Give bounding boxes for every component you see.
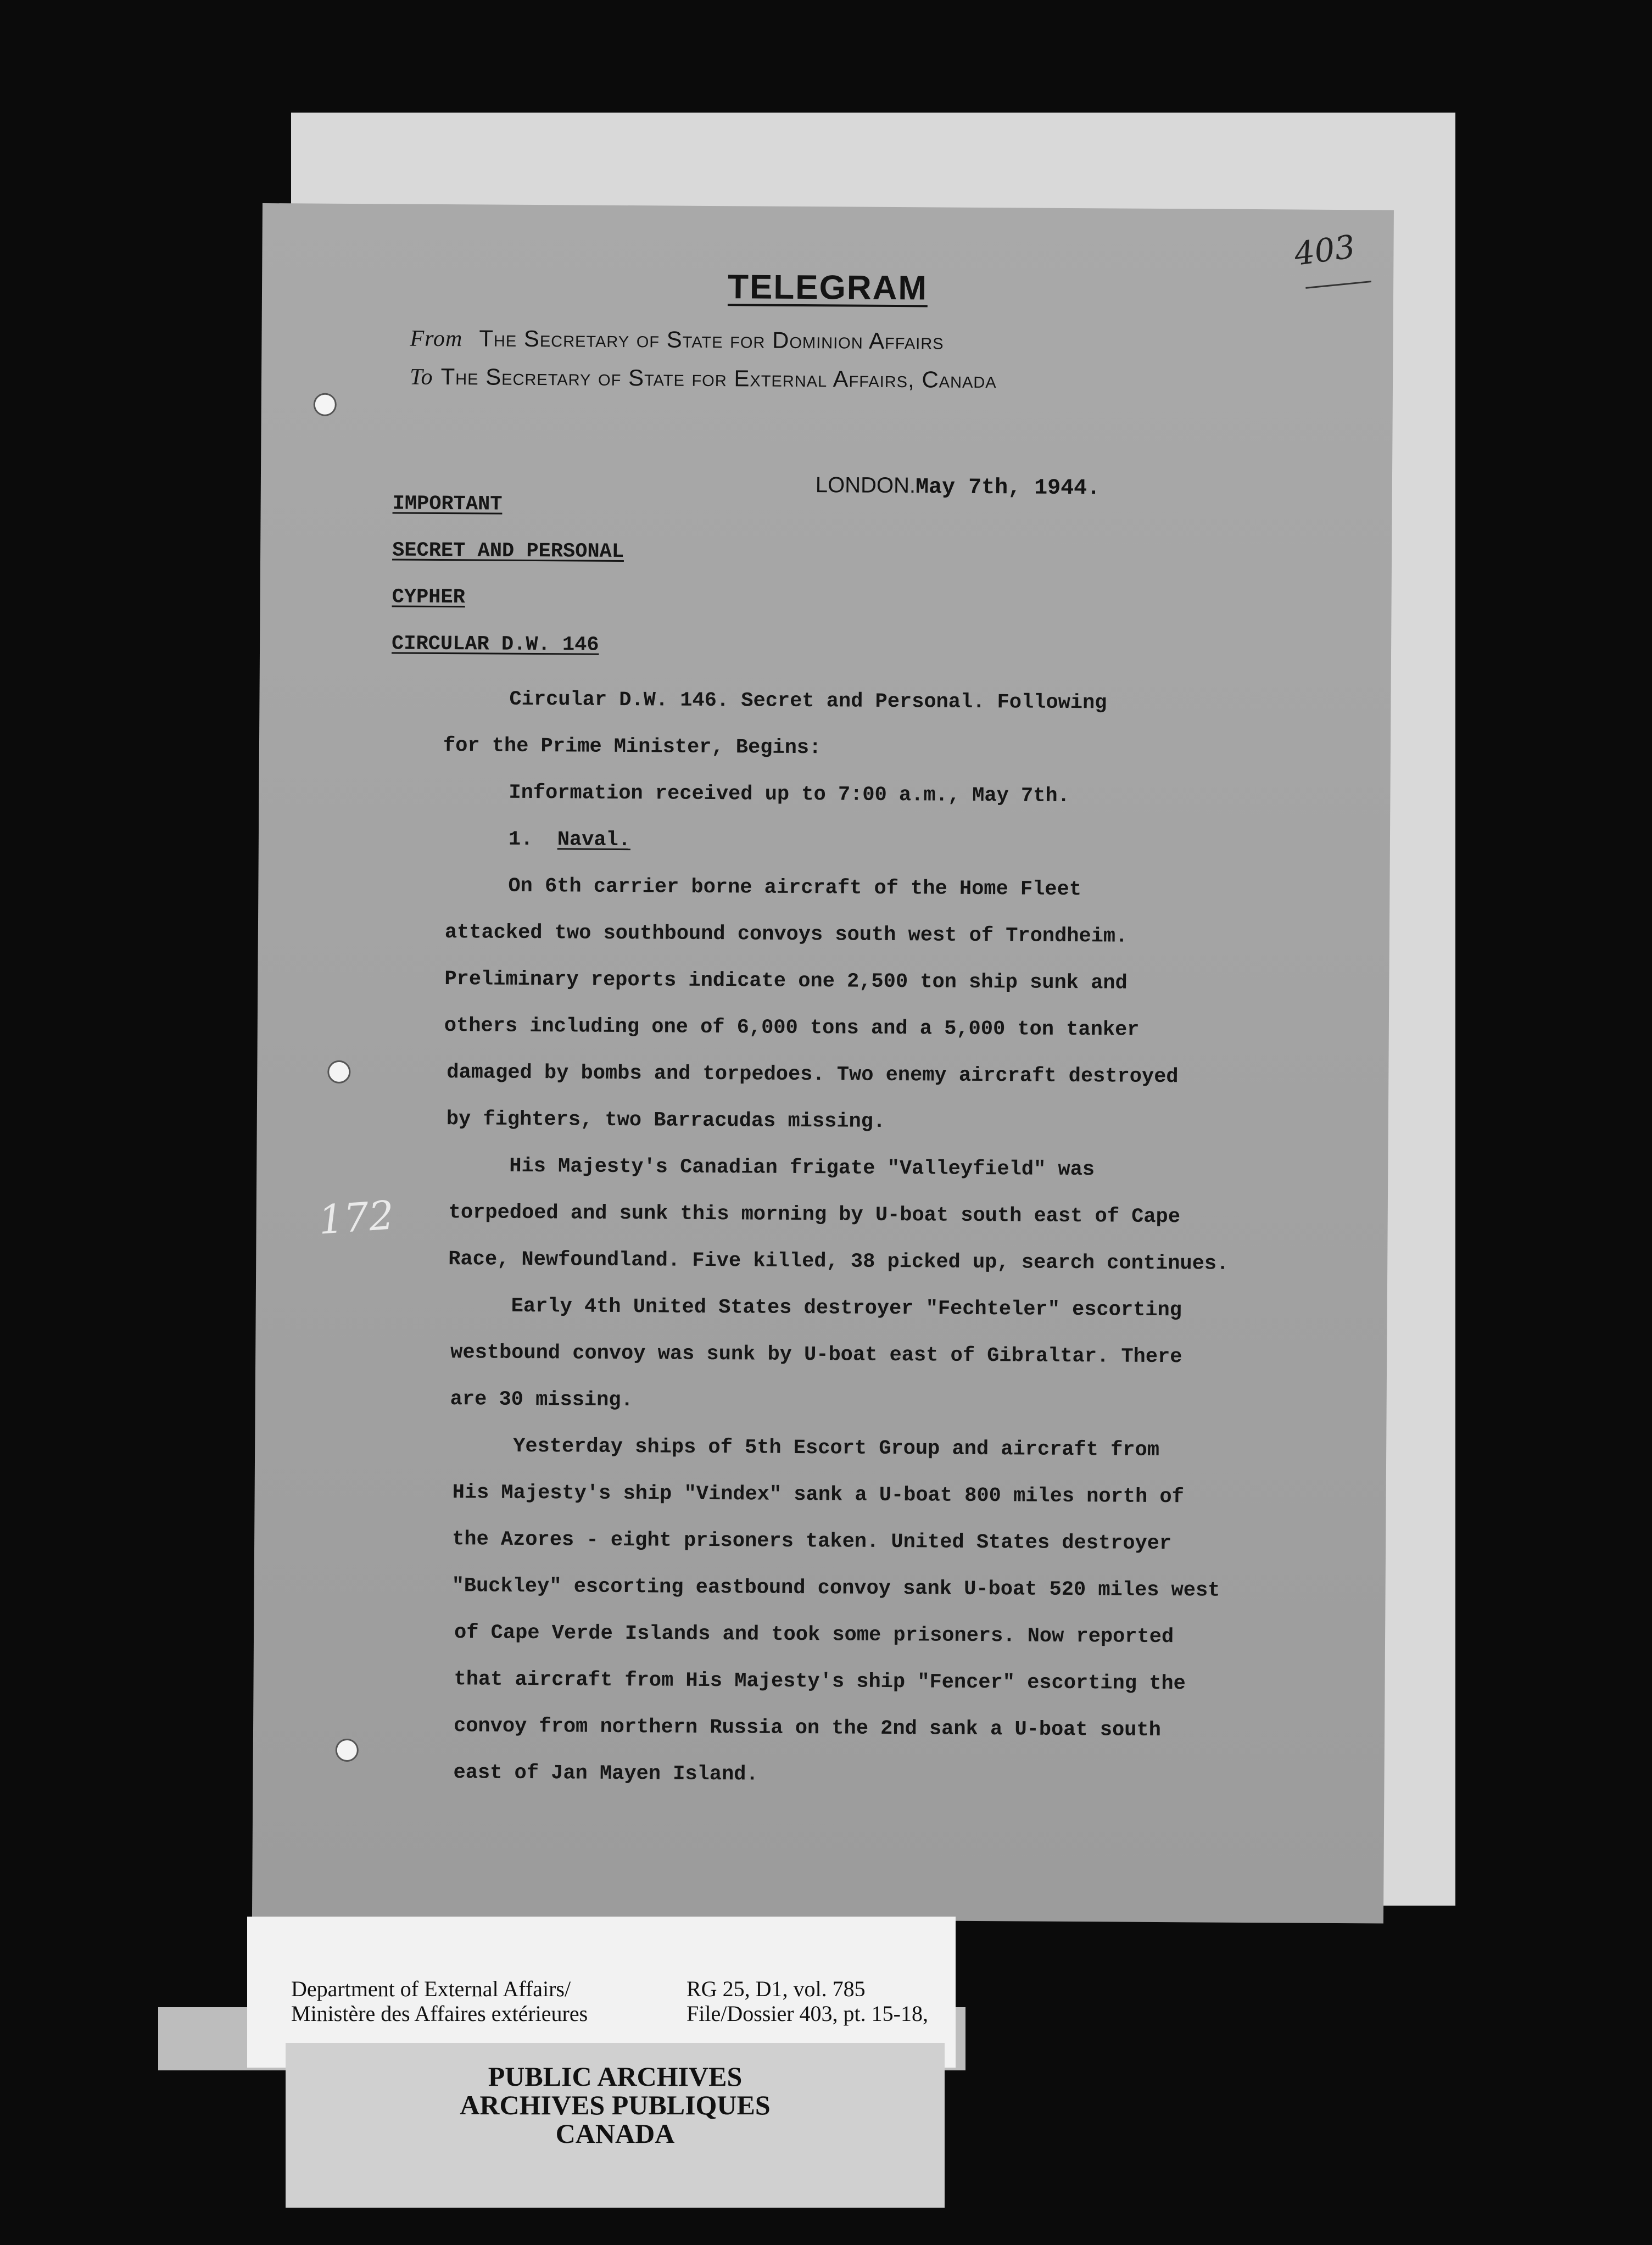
telegram-page (252, 203, 1394, 1924)
stamp-line-1: PUBLIC ARCHIVES (488, 2061, 743, 2092)
stamp-line-2: ARCHIVES PUBLIQUES (460, 2090, 771, 2120)
body-line: are 30 missing. (450, 1388, 633, 1412)
stamp-line-3: CANADA (555, 2118, 675, 2149)
place-date (816, 473, 1101, 501)
section-title: Naval. (557, 828, 631, 852)
label-dept-en: Department of External Affairs/ (291, 1976, 571, 2001)
body-line: the Azores - eight prisoners taken. United States destroyer (452, 1528, 1172, 1556)
body-line: westbound convoy was sunk by U-boat east of Gibraltar. There (450, 1341, 1182, 1369)
section-heading (509, 828, 630, 852)
folio-number: 403 (1292, 227, 1358, 273)
from-label: From (410, 326, 463, 352)
to-label: To (409, 364, 433, 390)
body-line: Race, Newfoundland. Five killed, 38 picked up, search continues. (448, 1248, 1229, 1276)
to-value: The Secretary of State for External Affairs, Canada (440, 363, 997, 393)
archive-stamp (286, 2062, 945, 2148)
body-line: Yesterday ships of 5th Escort Group and aircraft from (513, 1434, 1160, 1462)
body-line: damaged by bombs and torpedoes. Two enemy aircraft destroyed (447, 1061, 1179, 1089)
body-line: Information received up to 7:00 a.m., May 7th. (509, 781, 1070, 808)
marking-cypher: CYPHER (392, 585, 465, 610)
punch-hole (336, 1739, 359, 1762)
marking-circular: CIRCULAR D.W. 146 (391, 632, 599, 657)
punch-hole (314, 393, 337, 416)
document-title: TELEGRAM (727, 268, 928, 308)
body-line: for the Prime Minister, Begins: (443, 734, 822, 760)
body-line: attacked two southbound convoys south west of Trondheim. (444, 921, 1128, 948)
body-line: On 6th carrier borne aircraft of the Home Fleet (508, 874, 1082, 902)
from-line (410, 325, 944, 355)
body-line: His Majesty's Canadian frigate "Valleyfield" was (509, 1154, 1095, 1182)
body-line: "Buckley" escorting eastbound convoy sank U-boat 520 miles west (451, 1574, 1220, 1602)
body-line: convoy from northern Russia on the 2nd sank a U-boat south (453, 1715, 1161, 1743)
from-value: The Secretary of State for Dominion Affairs (479, 325, 944, 354)
section-number: 1. (508, 828, 533, 852)
body-line: Preliminary reports indicate one 2,500 ton ship sunk and (444, 968, 1128, 995)
marking-important: IMPORTANT (392, 492, 503, 516)
date: May 7th, 1944. (915, 475, 1101, 501)
body-line: His Majesty's ship "Vindex" sank a U-boat 800 miles north of (452, 1481, 1184, 1509)
marking-secret: SECRET AND PERSONAL (392, 539, 624, 564)
body-line: east of Jan Mayen Island. (453, 1761, 758, 1786)
label-ref-rg: RG 25, D1, vol. 785 (687, 1976, 866, 2001)
body-line: that aircraft from His Majesty's ship "Fencer" escorting the (454, 1668, 1186, 1696)
body-line: by fighters, two Barracudas missing. (446, 1108, 886, 1133)
place: LONDON. (815, 473, 916, 498)
punch-hole (327, 1060, 350, 1084)
label-dept-fr: Ministère des Affaires extérieures (291, 2001, 588, 2026)
to-line (410, 364, 997, 394)
body-line: torpedoed and sunk this morning by U-boat south east of Cape (448, 1201, 1181, 1229)
body-line: others including one of 6,000 tons and a 5,000 ton tanker (444, 1014, 1140, 1042)
body-line: of Cape Verde Islands and took some prisoners. Now reported (454, 1621, 1174, 1649)
body-line: Circular D.W. 146. Secret and Personal. Following (509, 688, 1107, 715)
body-line: Early 4th United States destroyer "Fechteler" escorting (511, 1294, 1182, 1322)
label-ref-file: File/Dossier 403, pt. 15-18, (687, 2001, 928, 2026)
handwritten-margin-note: 172 (317, 1192, 396, 1243)
